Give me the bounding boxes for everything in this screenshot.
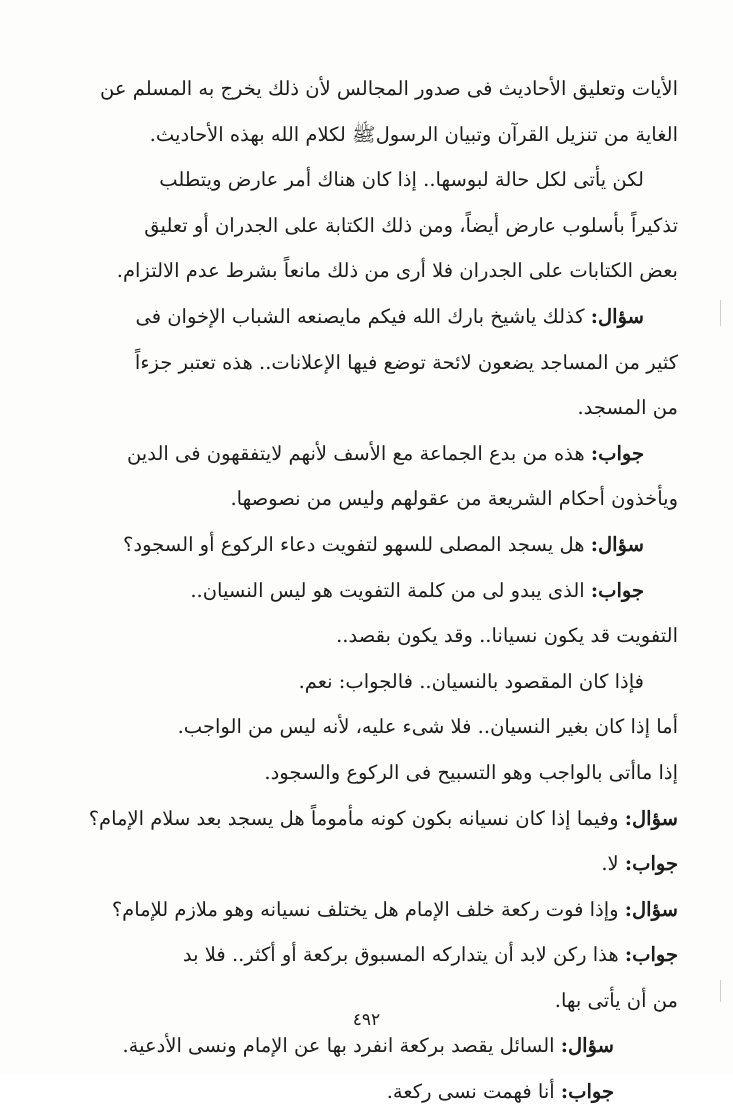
line-text: ويأخذون أحكام الشريعة من عقولهم وليس من نصوصها.	[230, 487, 678, 511]
scan-artifact	[720, 980, 721, 1002]
answer-line	[52, 841, 678, 887]
text-line	[52, 157, 678, 203]
line-text: التفويت قد يكون نسيانا.. وقد يكون بقصد..	[336, 624, 678, 648]
line-text: كثير من المساجد يضعون لائحة توضع فيها الإعلانات.. هذه تعتبر جزءاً	[134, 350, 678, 374]
text-line	[52, 203, 678, 249]
line-text: هذه من بدع الجماعة مع الأسف لأنهم لايتفقهون فى الدين	[126, 441, 585, 465]
line-text: إذا ماأتى بالواجب وهو التسبيح فى الركوع والسجود.	[264, 760, 678, 784]
line-text: لكن يأتى لكل حالة لبوسها.. إذا كان هناك أمر عارض ويتطلب	[159, 168, 644, 192]
line-text: وإذا فوت ركعة خلف الإمام هل يختلف نسيانه وهو ملازم للإمام؟	[111, 897, 619, 921]
text-line	[52, 613, 678, 659]
line-text: الذى يبدو لى من كلمة التفويت هو ليس النسيان..	[190, 578, 585, 602]
line-text: هل يسجد المصلى للسهو لتفويت دعاء الركوع أو السجود؟	[123, 532, 585, 556]
line-text: كذلك ياشيخ بارك الله فيكم مايصنعه الشباب الإخوان فى	[135, 304, 585, 328]
answer-label: جواب:	[590, 578, 644, 602]
question-line	[52, 294, 678, 340]
page-text	[52, 66, 678, 1115]
text-line	[52, 385, 678, 431]
answer-line	[52, 1069, 678, 1115]
question-label: سؤال:	[590, 304, 644, 328]
line-text: لا.	[601, 852, 619, 876]
line-text: من أن يأتى بها.	[554, 988, 678, 1012]
answer-line	[52, 568, 678, 614]
answer-label: جواب:	[590, 441, 644, 465]
line-text: وفيما إذا كان نسيانه بكون كونه مأموماً هل يسجد بعد سلام الإمام؟	[88, 806, 619, 830]
line-text: من المسجد.	[577, 396, 678, 420]
text-line	[52, 659, 678, 705]
line-text: الغاية من تنزيل القرآن وتبيان الرسولﷺ لكلام الله بهذه الأحاديث.	[149, 122, 678, 146]
question-line	[52, 887, 678, 933]
line-text: فإذا كان المقصود بالنسيان.. فالجواب: نعم.	[298, 669, 644, 693]
question-label: سؤال:	[624, 806, 678, 830]
question-line	[52, 522, 678, 568]
line-text: الأيات وتعليق الأحاديث فى صدور المجالس لأن ذلك يخرج به المسلم عن	[100, 77, 678, 100]
text-line	[52, 704, 678, 750]
page-number: ٤٩٢	[352, 1010, 381, 1030]
answer-label: جواب:	[624, 943, 678, 967]
line-text: تذكيراً بأسلوب عارض أيضاً، ومن ذلك الكتابة على الجدران أو تعليق	[144, 213, 678, 237]
scan-artifact	[720, 300, 721, 326]
line-text: بعض الكتابات على الجدران فلا أرى من ذلك مانعاً بشرط عدم الالتزام.	[116, 259, 678, 283]
line-text: أنا فهمت نسى ركعة.	[386, 1080, 555, 1104]
question-label: سؤال:	[560, 1034, 614, 1058]
line-text: هذا ركن لابد أن يتداركه المسبوق بركعة أو أكثر.. فلا بد	[182, 943, 619, 967]
question-line	[52, 796, 678, 842]
text-line	[52, 66, 678, 112]
answer-line	[52, 431, 678, 477]
text-line	[52, 340, 678, 386]
text-line	[52, 750, 678, 796]
question-label: سؤال:	[590, 532, 644, 556]
line-text: السائل يقصد بركعة انفرد بها عن الإمام ونسى الأدعية.	[122, 1034, 555, 1058]
answer-label: جواب:	[560, 1080, 614, 1104]
answer-line	[52, 932, 678, 978]
text-line	[52, 112, 678, 158]
line-text: أما إذا كان بغير النسيان.. فلا شىء عليه، لأنه ليس من الواجب.	[177, 715, 678, 739]
question-line	[52, 1023, 678, 1069]
question-label: سؤال:	[624, 897, 678, 921]
text-line	[52, 476, 678, 522]
answer-label: جواب:	[624, 852, 678, 876]
text-line	[52, 248, 678, 294]
